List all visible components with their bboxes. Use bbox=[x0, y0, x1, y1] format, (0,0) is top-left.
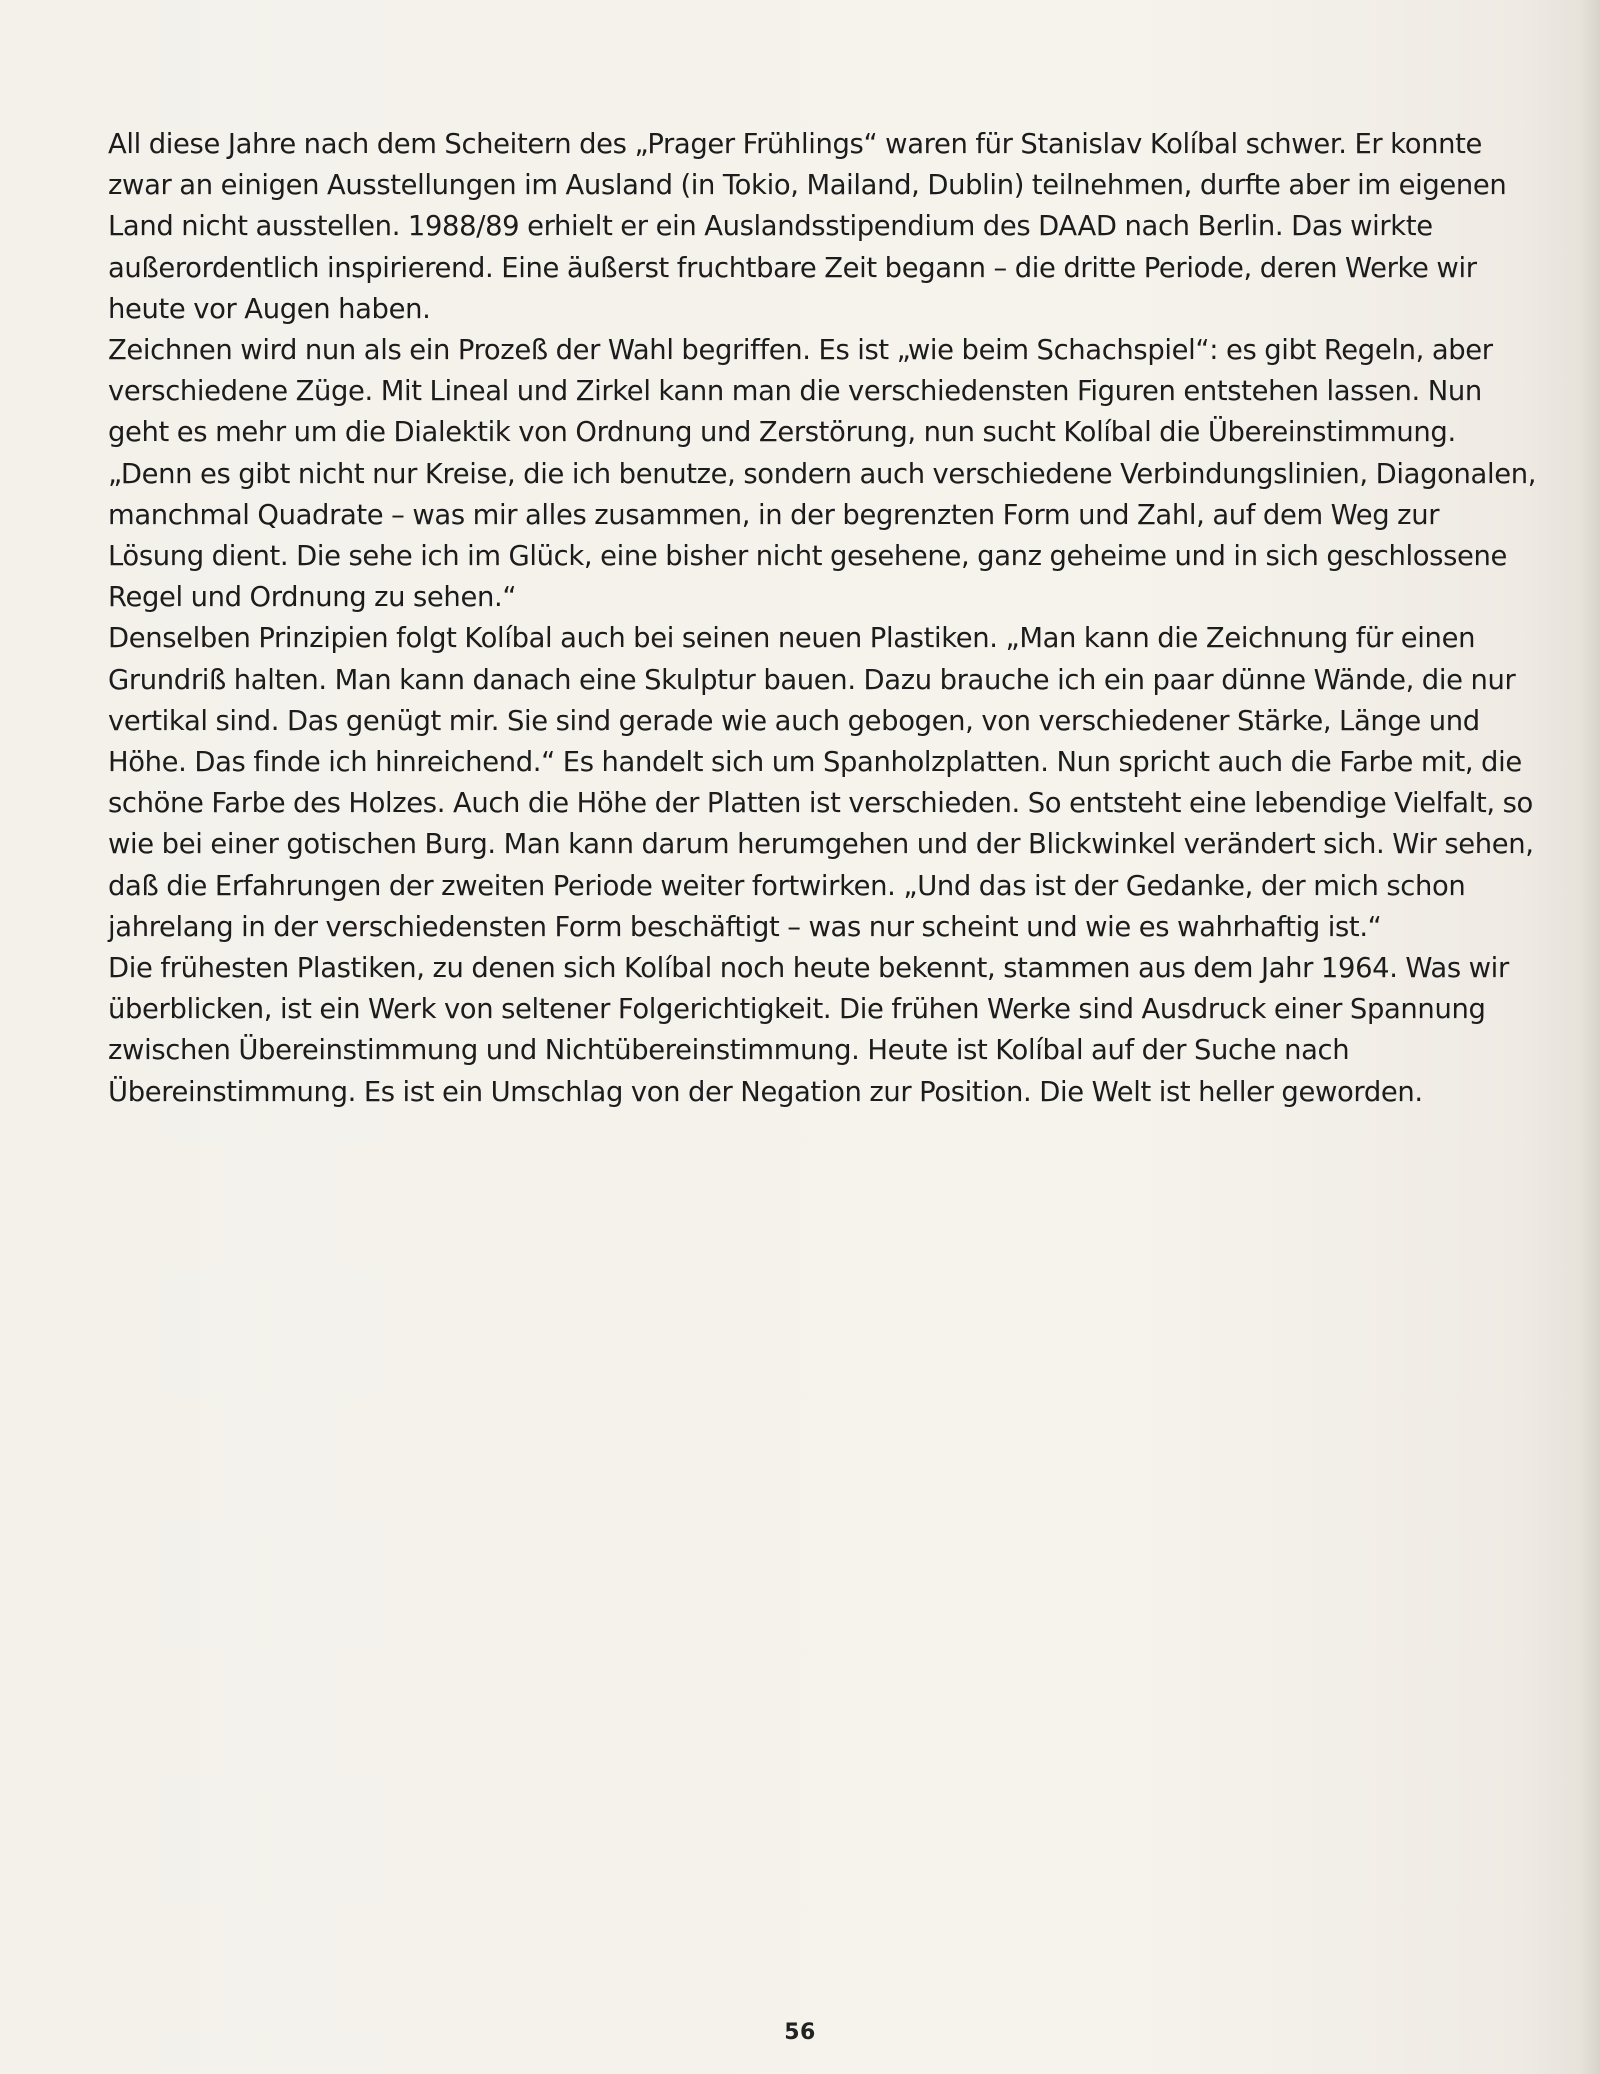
body-text bbox=[108, 124, 1538, 1113]
paragraph-4: Die frühesten Plastiken, zu denen sich Kolíbal noch heute bekennt, stammen aus dem Jahr 1964. Was wir überblicken, ist ein Werk von seltener Folgerichtigkeit. Die frühen Werke sind Ausdruck einer Spannung zwischen Übereinstimmung und Nichtübereinstimmung. Heute ist Kolíbal auf der Suche nach Übereinstimmung. Es ist ein Umschlag von der Negation zur Position. Die Welt ist heller geworden. bbox=[108, 953, 1509, 1108]
paragraph-1: All diese Jahre nach dem Scheitern des „Prager Frühlings“ waren für Stanislav Kolíbal schwer. Er konnte zwar an einigen Ausstellungen im Ausland (in Tokio, Mailand, Dublin) teilnehmen, durfte aber im eigenen Land nicht ausstellen. 1988/89 erhielt er ein Auslandsstipendium des DAAD nach Berlin. Das wirkte außerordentlich inspirierend. Eine äußerst fruchtbare Zeit begann – die dritte Periode, deren Werke wir heute vor Augen haben. bbox=[108, 129, 1507, 325]
page-number: 56 bbox=[784, 2020, 816, 2045]
paragraph-3: Denselben Prinzipien folgt Kolíbal auch bei seinen neuen Plastiken. „Man kann die Zeichnung für einen Grundriß halten. Man kann danach eine Skulptur bauen. Dazu brauche ich ein paar dünne Wände, die nur vertikal sind. Das genügt mir. Sie sind gerade wie auch gebogen, von verschiedener Stärke, Länge und Höhe. Das finde ich hinreichend.“ Es handelt sich um Spanholzplatten. Nun spricht auch die Farbe mit, die schöne Farbe des Holzes. Auch die Höhe der Platten ist verschieden. So entsteht eine lebendige Vielfalt, so wie bei einer gotischen Burg. Man kann darum herumgehen und der Blickwinkel verändert sich. Wir sehen, daß die Erfahrungen der zweiten Periode weiter fortwirken. „Und das ist der Gedanke, der mich schon jahrelang in der verschiedensten Form beschäftigt – was nur scheint und wie es wahrhaftig ist.“ bbox=[108, 623, 1534, 943]
page-edge-shadow bbox=[1578, 0, 1600, 2074]
paragraph-2: Zeichnen wird nun als ein Prozeß der Wahl begriffen. Es ist „wie beim Schachspiel“: es gibt Regeln, aber verschiedene Züge. Mit Lineal und Zirkel kann man die verschiedensten Figuren entstehen lassen. Nun geht es mehr um die Dialektik von Ordnung und Zerstörung, nun sucht Kolíbal die Übereinstimmung. „Denn es gibt nicht nur Kreise, die ich benutze, sondern auch verschiedene Verbindungslinien, Diagonalen, manchmal Quadrate – was mir alles zusammen, in der begrenzten Form und Zahl, auf dem Weg zur Lösung dient. Die sehe ich im Glück, eine bisher nicht gesehene, ganz geheime und in sich geschlossene Regel und Ordnung zu sehen.“ bbox=[108, 335, 1537, 614]
